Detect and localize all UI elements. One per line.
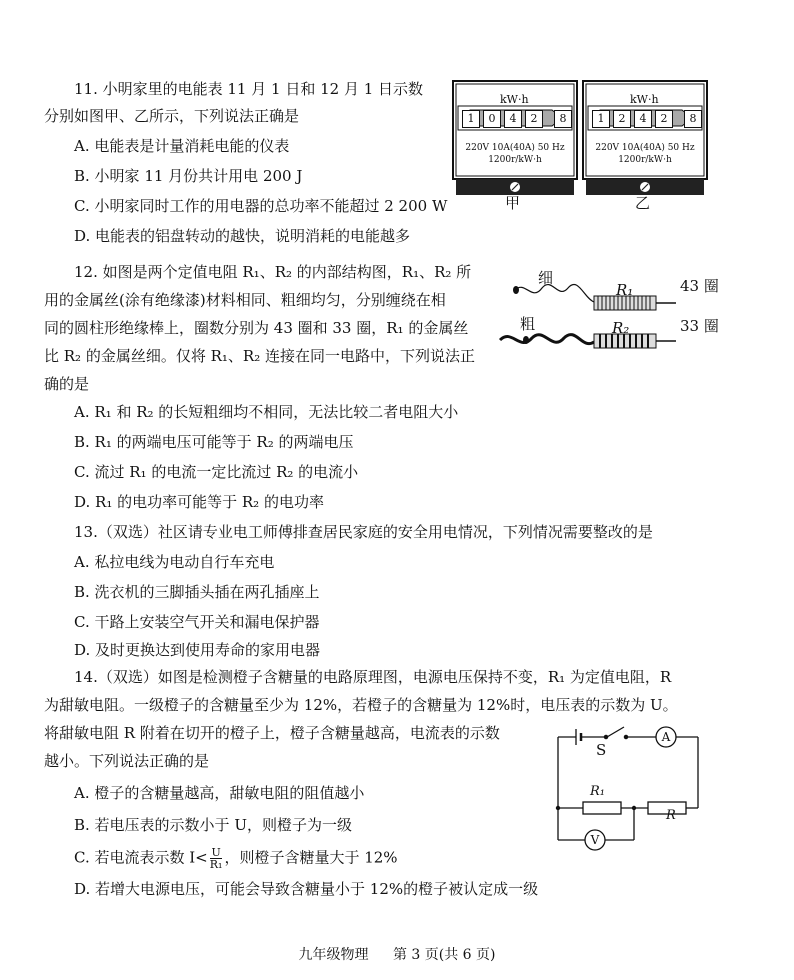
q14-option-c [74,847,398,870]
fig-turns2-label: 33 圈 [680,317,719,335]
circuit-switch-label: S [596,741,607,759]
meter-jia-spec: 220V 10A(40A) 50 Hz [465,143,565,153]
q11-option-a: A. 电能表是计量消耗电能的仪表 [74,137,290,155]
q14-option-a: A. 橙子的含糖量越高，甜敏电阻的阻值越小 [74,784,365,802]
meter-yi-label: 乙 [635,194,651,212]
q14-option-d: D. 若增大电源电压，可能会导致含糖量小于 12%的橙子被认定成一级 [74,880,539,898]
footer-page-number: 第 3 页(共 6 页) [392,947,496,963]
meter-digit: 0 [483,110,501,128]
meter-jia-label: 甲 [505,194,521,212]
q14-stem-line3: 将甜敏电阻 R 附着在切开的橙子上，橙子含糖量越高，电流表的示数 [44,724,500,742]
q14-option-c-pre: C. 若电流表示数 I< [74,848,208,867]
meter-jia-digits [462,110,572,128]
fraction-denominator: R₁ [209,858,223,871]
footer-subject: 九年级物理 [298,947,369,963]
page-footer [0,944,794,964]
meter-jia-unit: kW·h [500,93,529,106]
fig-r1-label: R₁ [616,281,634,299]
q12-option-b: B. R₁ 的两端电压可能等于 R₂ 的两端电压 [74,433,354,451]
q12-stem-line2: 用的金属丝(涂有绝缘漆)材料相同、粗细均匀，分别缠绕在相 [44,291,446,309]
meter-yi-rev: 1200r/kW·h [618,155,672,165]
q13-option-d: D. 及时更换达到使用寿命的家用电器 [74,641,321,659]
meter-yi-digits [592,110,702,128]
q12-option-a: A. R₁ 和 R₂ 的长短粗细均不相同，无法比较二者电阻大小 [74,403,459,421]
fig-thin-label: 细 [538,269,554,287]
meter-digit: 8 [554,110,572,128]
meter-digit: 1 [462,110,480,128]
fig-turns1-label: 43 圈 [680,277,719,295]
q11-option-b: B. 小明家 11 月份共计用电 200 J [74,167,303,185]
fig-thick-label: 粗 [520,315,536,333]
meter-digit: 4 [504,110,522,128]
q13-option-c: C. 干路上安装空气开关和漏电保护器 [74,613,320,631]
circuit-diagram [538,724,714,860]
meter-yi-unit: kW·h [630,93,659,106]
meter-digit: 2 [655,110,673,128]
circuit-ammeter-label: A [661,730,671,744]
q12-stem-line4: 比 R₂ 的金属丝细。仅将 R₁、R₂ 连接在同一电路中，下列说法正 [44,347,475,365]
q13-option-b: B. 洗衣机的三脚插头插在两孔插座上 [74,583,320,601]
q12-stem-line3: 同的圆柱形绝缘棒上，圈数分别为 43 圈和 33 圈，R₁ 的金属丝 [44,319,469,337]
circuit-r-label: R [666,808,676,823]
circuit-r1-label: R₁ [590,784,605,799]
q12-option-c: C. 流过 R₁ 的电流一定比流过 R₂ 的电流小 [74,463,359,481]
q11-option-d: D. 电能表的铝盘转动的越快，说明消耗的电能越多 [74,227,411,245]
q11-stem-line1: 11. 小明家里的电能表 11 月 1 日和 12 月 1 日示数 [74,80,424,98]
q12-option-d: D. R₁ 的电功率可能等于 R₂ 的电功率 [74,493,324,511]
meter-digit: 2 [525,110,543,128]
q14-stem-line4: 越小。下列说法正确的是 [44,752,210,770]
q11-stem-line2: 分别如图甲、乙所示，下列说法正确是 [44,107,300,125]
meter-jia-rev: 1200r/kW·h [488,155,542,165]
circuit-voltmeter-label: V [590,833,600,847]
meter-digit: 4 [634,110,652,128]
meter-digit: 8 [684,110,702,128]
q14-option-c-fraction [210,847,223,870]
q14-option-b: B. 若电压表的示数小于 U，则橙子为一级 [74,816,352,834]
meter-digit: 2 [613,110,631,128]
q11-option-c: C. 小明家同时工作的用电器的总功率不能超过 2 200 W [74,197,448,215]
fig-r2-label: R₂ [612,319,630,337]
meter-digit: 1 [592,110,610,128]
q13-stem: 13.（双选）社区请专业电工师傅排查居民家庭的安全用电情况，下列情况需要整改的是 [74,523,653,541]
q14-stem-line2: 为甜敏电阻。一级橙子的含糖量至少为 12%，若橙子的含糖量为 12%时，电压表的示数为 U。 [44,696,678,714]
meter-yi-spec: 220V 10A(40A) 50 Hz [595,143,695,153]
q12-stem-line1: 12. 如图是两个定值电阻 R₁、R₂ 的内部结构图，R₁、R₂ 所 [74,263,472,281]
q14-option-c-post: ，则橙子含糖量大于 12% [224,848,398,867]
q14-stem-line1: 14.（双选）如图是检测橙子含糖量的电路原理图，电源电压保持不变，R₁ 为定值电阻，R [74,668,672,686]
q13-option-a: A. 私拉电线为电动自行车充电 [74,553,275,571]
q12-stem-line5: 确的是 [44,375,90,393]
fraction-numerator: U [211,846,221,859]
